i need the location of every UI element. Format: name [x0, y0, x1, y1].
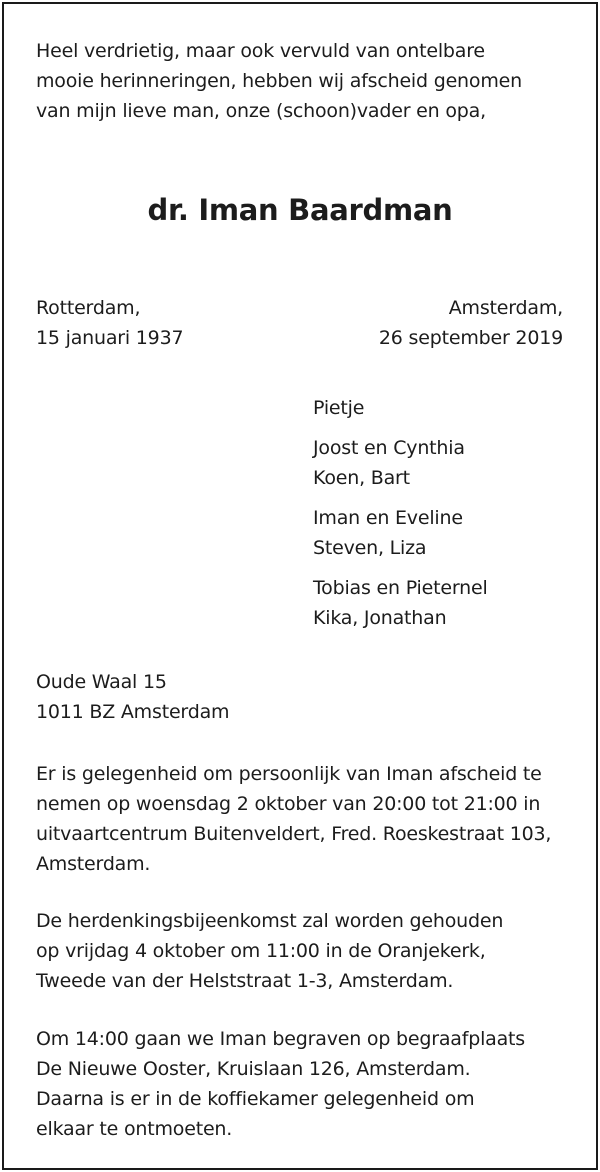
family-member: Steven, Liza	[313, 537, 427, 559]
intro-line: van mijn lieve man, onze (schoon)vader en opa,	[36, 100, 486, 122]
family-group	[313, 503, 488, 563]
memorial-paragraph	[36, 906, 596, 996]
paragraph-line: Om 14:00 gaan we Iman begraven op begraafplaats	[36, 1028, 526, 1050]
paragraph-line: De Nieuwe Ooster, Kruislaan 126, Amsterdam.	[36, 1058, 471, 1080]
family-group	[313, 573, 488, 633]
address-street: Oude Waal 15	[36, 671, 167, 693]
family-list	[313, 393, 488, 643]
paragraph-line: Daarna is er in de koffiekamer gelegenheid om	[36, 1088, 475, 1110]
paragraph-line: elkaar te ontmoeten.	[36, 1118, 233, 1140]
death-info	[379, 293, 563, 353]
family-member: Kika, Jonathan	[313, 607, 447, 629]
burial-paragraph	[36, 1024, 596, 1144]
deceased-name: dr. Iman Baardman	[147, 193, 453, 227]
family-member: Pietje	[313, 397, 365, 419]
family-member: Joost en Cynthia	[313, 437, 465, 459]
viewing-paragraph	[36, 759, 596, 879]
birth-info	[36, 293, 183, 353]
family-group	[313, 393, 488, 423]
paragraph-line: De herdenkingsbijeenkomst zal worden gehouden	[36, 910, 504, 932]
paragraph-line: nemen op woensdag 2 oktober van 20:00 tot 21:00 in	[36, 793, 541, 815]
paragraph-line: Er is gelegenheid om persoonlijk van Iman afscheid te	[36, 763, 542, 785]
family-member: Koen, Bart	[313, 467, 410, 489]
paragraph-line: Amsterdam.	[36, 853, 151, 875]
paragraph-line: uitvaartcentrum Buitenveldert, Fred. Roeskestraat 103,	[36, 823, 552, 845]
intro-line: Heel verdrietig, maar ook vervuld van ontelbare	[36, 40, 485, 62]
birth-place: Rotterdam,	[36, 297, 141, 319]
paragraph-line: op vrijdag 4 oktober om 11:00 in de Oranjekerk,	[36, 940, 486, 962]
birth-date: 15 januari 1937	[36, 327, 184, 349]
death-place: Amsterdam,	[448, 297, 563, 319]
paragraph-line: Tweede van der Helststraat 1-3, Amsterdam.	[36, 970, 454, 992]
address-city: 1011 BZ Amsterdam	[36, 701, 230, 723]
family-member: Iman en Eveline	[313, 507, 463, 529]
intro-line: mooie herinneringen, hebben wij afscheid genomen	[36, 70, 522, 92]
correspondence-address	[36, 667, 229, 727]
family-member: Tobias en Pieternel	[313, 577, 488, 599]
death-date: 26 september 2019	[378, 327, 563, 349]
intro-text	[36, 36, 576, 126]
family-group	[313, 433, 488, 493]
death-notice-card	[2, 2, 598, 1170]
